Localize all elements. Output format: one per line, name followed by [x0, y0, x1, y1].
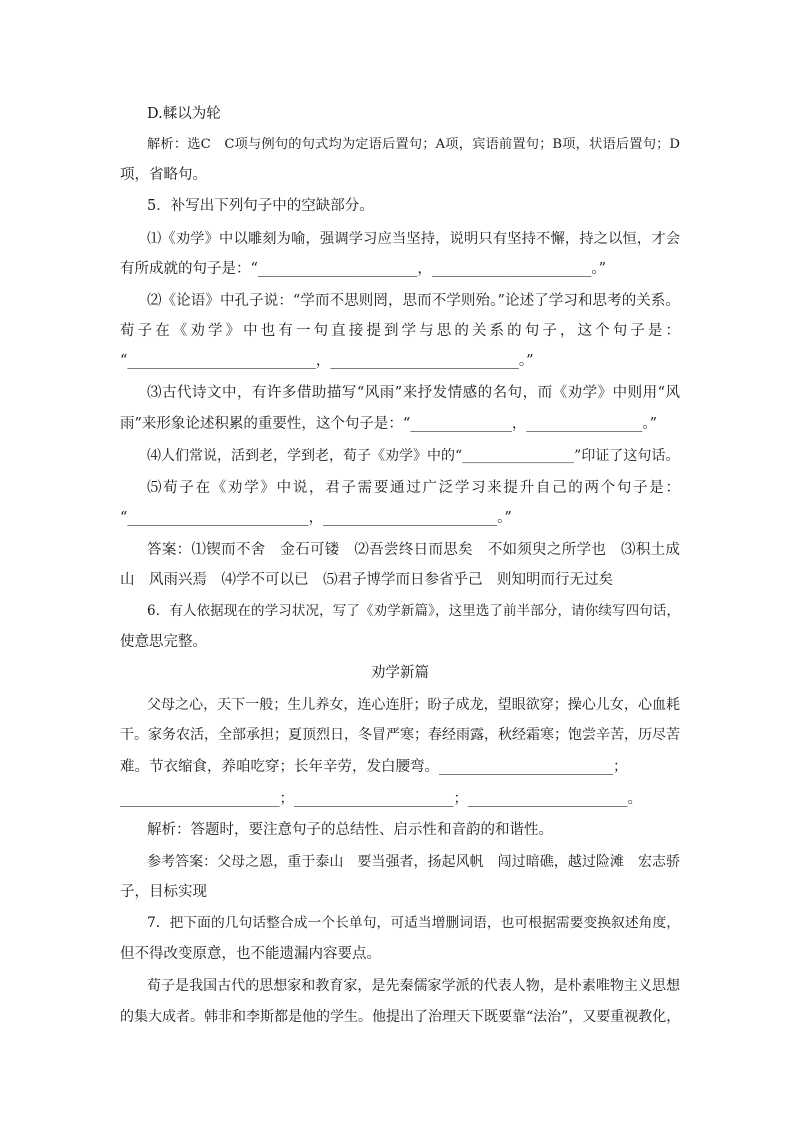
question-5-item: “_________________________，________________________。”	[120, 510, 512, 526]
question-6-title: 使意思完整。	[120, 634, 207, 650]
poem-line: 难。节衣缩食，养咱吃穿；长年辛劳，发白腰弯。________________________；	[120, 759, 628, 775]
question-5-item: ⑴《劝学》中以雕刻为喻，强调学习应当坚持，说明只有坚持不懈，持之以恒，才会	[147, 231, 680, 247]
question-5-item: 荀子在《劝学》中也有一句直接提到学与思的关系的句子，这个句子是：	[120, 323, 680, 339]
question-7-title: 但不得改变原意，也不能遗漏内容要点。	[120, 946, 381, 962]
question-5-item: 雨”来形象论述积累的重要性，这个句子是：“______________，________________。”	[120, 416, 657, 432]
question-5-item: ⑷人们常说，活到老，学到老，荀子《劝学》中的“________________”印证了这句话。	[147, 448, 680, 464]
question-7-title: 7．把下面的几句话整合成一个长单句，可适当增删词语，也可根据需要变换叙述角度，	[147, 915, 680, 931]
option-d: D.輮以为轮	[147, 106, 221, 122]
answer-line: 答案：⑴锲而不舍 金石可镂 ⑵吾尝终日而思矣 不如须臾之所学也 ⑶积土成	[147, 542, 680, 558]
reference-answer: 参考答案：父母之恩，重于泰山 要当强者，扬起风帆 闯过暗礁，越过险滩 宏志骄	[147, 854, 680, 870]
answer-line: 山 风雨兴焉 ⑷学不可以已 ⑸君子博学而日参省乎己 则知明而行无过矣	[120, 572, 613, 588]
question-5-item: 有所成就的句子是：“______________________，______________________。”	[120, 261, 607, 277]
question-6-title: 6．有人依据现在的学习状况，写了《劝学新篇》，这里选了前半部分，请你续写四句话，	[147, 603, 680, 619]
analysis-line: 解析：选C C项与例句的句式均为定语后置句；A项，宾语前置句；B项，状语后置句；D	[147, 137, 680, 152]
question-5-title: 5．补写出下列句子中的空缺部分。	[147, 198, 374, 214]
poem-line: 父母之心，天下一般；生儿养女，连心连肝；盼子成龙，望眼欲穿；操心儿女，心血耗	[147, 697, 680, 713]
question-5-item: ⑸荀子在《劝学》中说，君子需要通过广泛学习来提升自己的两个句子是：	[147, 480, 680, 496]
poem-blanks: ______________________；______________________；______________________。	[120, 791, 642, 807]
analysis-line: 解析：答题时，要注意句子的总结性、启示性和音韵的和谐性。	[147, 822, 553, 838]
analysis-line: 项，省略句。	[120, 167, 207, 183]
reference-answer: 子，目标实现	[120, 884, 207, 900]
poem-line: 干。家务农活，全部承担；夏顶烈日，冬冒严寒；春经雨露，秋经霜寒；饱尝辛苦，历尽苦	[120, 727, 680, 743]
poem-title: 劝学新篇	[371, 665, 429, 681]
question-5-item: ⑵《论语》中孔子说：“学而不思则罔，思而不学则殆。”论述了学习和思考的关系。	[147, 293, 680, 309]
question-7-text: 荀子是我国古代的思想家和教育家，是先秦儒家学派的代表人物，是朴素唯物主义思想	[147, 978, 680, 994]
question-7-text: 的集大成者。韩非和李斯都是他的学生。他提出了治理天下既要靠“法治”，又要重视教化，	[120, 1009, 681, 1025]
question-5-item: ⑶古代诗文中，有许多借助描写“风雨”来抒发情感的名句，而《劝学》中则用“风	[147, 385, 680, 401]
question-5-item: “__________________________，__________________________。”	[120, 353, 534, 369]
